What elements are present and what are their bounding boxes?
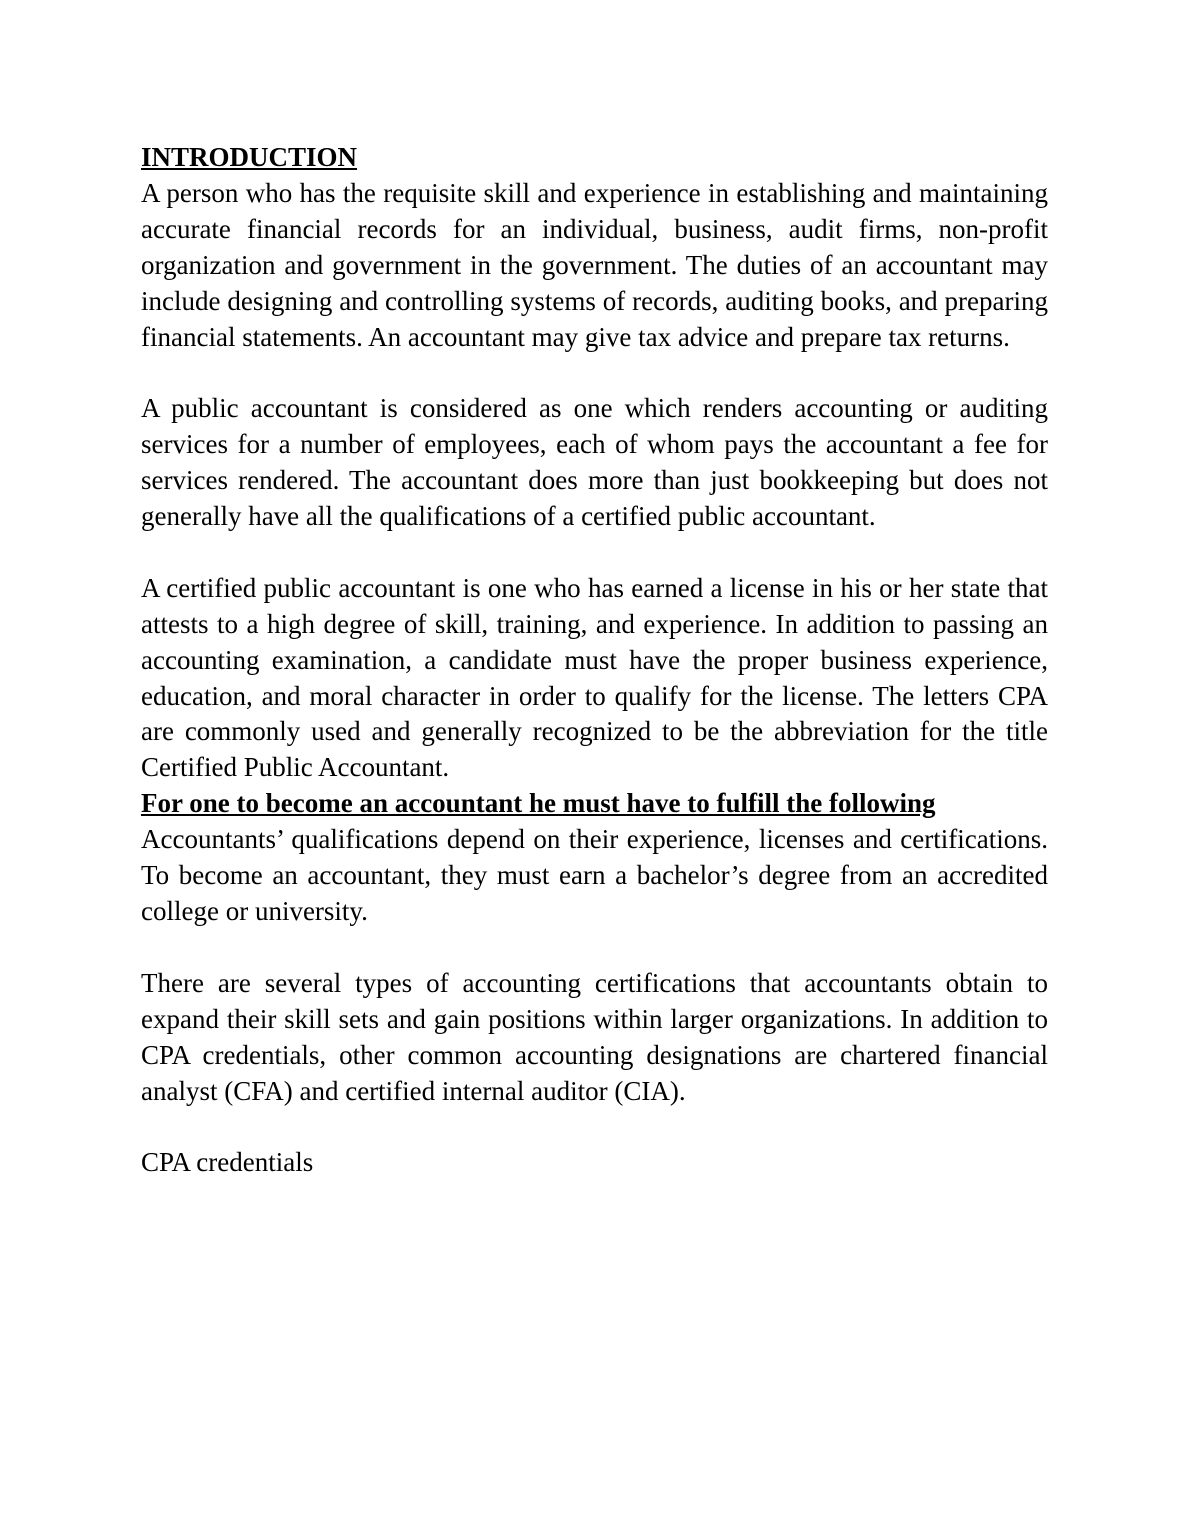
paragraph-spacer [141,1109,1048,1145]
paragraph-spacer [141,535,1048,571]
paragraph-public-accountant: A public accountant is considered as one which renders accounting or auditing services for a number of employees, each of whom pays the accountant a fee for services rendered. The accountant does more than just bookkeeping but does not generally have all the qualifications of a certified public accountant. [141,393,1048,532]
paragraph-certified-public-accountant: A certified public accountant is one who has earned a license in his or her state that attests to a high degree of skill, training, and experience. In addition to passing an accounting examination, a candidate must have the proper business experience, education, and moral character in order to qualify for the license. The letters CPA are commonly used and generally recognized to be the abbreviation for the title Certified Public Accountant. [141,572,1048,783]
document-page [141,140,1048,1181]
requirements-heading: For one to become an accountant he must have to fulfill the following [141,788,936,819]
paragraph-spacer [141,355,1048,391]
paragraph-spacer [141,930,1048,966]
paragraph-accountant-definition: A person who has the requisite skill and experience in establishing and maintaining accurate financial records for an individual, business, audit firms, non-profit organization and government in the government. The duties of an accountant may include designing and controlling systems of records, auditing books, and preparing financial statements. An accountant may give tax advice and prepare tax returns. [141,177,1048,352]
paragraph-qualifications: Accountants’ qualifications depend on their experience, licenses and certifications. To become an accountant, they must earn a bachelor’s degree from an accredited college or university. [141,824,1048,926]
paragraph-certifications: There are several types of accounting certifications that accountants obtain to expand their skill sets and gain positions within larger organizations. In addition to CPA credentials, other common accounting designations are chartered financial analyst (CFA) and certified internal auditor (CIA). [141,967,1048,1106]
introduction-heading: INTRODUCTION [141,142,358,172]
paragraph-cpa-credentials: CPA credentials [141,1147,314,1178]
